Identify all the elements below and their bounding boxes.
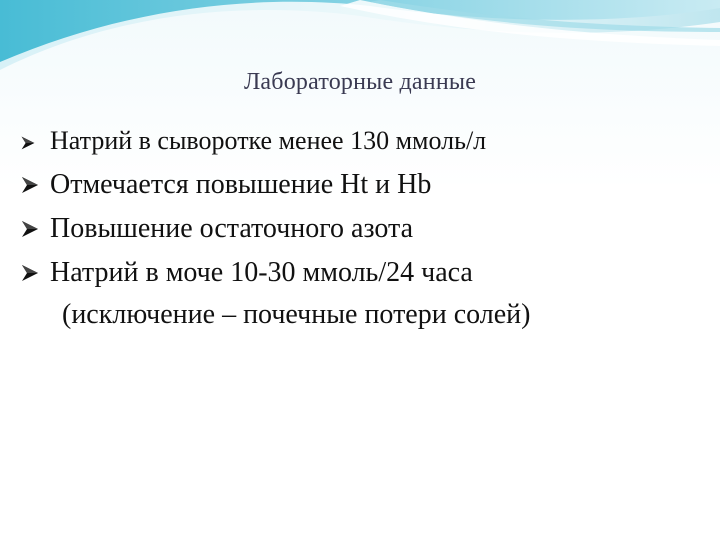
bullet-text: Натрий в сыворотке менее 130 ммоль/л	[50, 126, 487, 155]
bullet-item	[20, 207, 710, 251]
bullet-text: Натрий в моче 10-30 ммоль/24 часа	[50, 257, 473, 288]
arrow-bullet-icon	[20, 133, 50, 149]
bullet-text: Отмечается повышение Ht и Hb	[50, 169, 432, 200]
bullet-text: Повышение остаточного азота	[50, 213, 414, 244]
bullet-list	[20, 119, 710, 335]
bullet-item	[20, 251, 710, 295]
arrow-bullet-icon	[20, 217, 50, 237]
arrow-bullet-icon	[20, 261, 50, 281]
bullet-item	[20, 119, 710, 163]
bullet-item	[20, 163, 710, 207]
arrow-bullet-icon	[20, 173, 50, 193]
slide-title: Лабораторные данные	[243, 69, 477, 95]
bullet-continuation-text: (исключение – почечные потери солей)	[62, 299, 531, 330]
